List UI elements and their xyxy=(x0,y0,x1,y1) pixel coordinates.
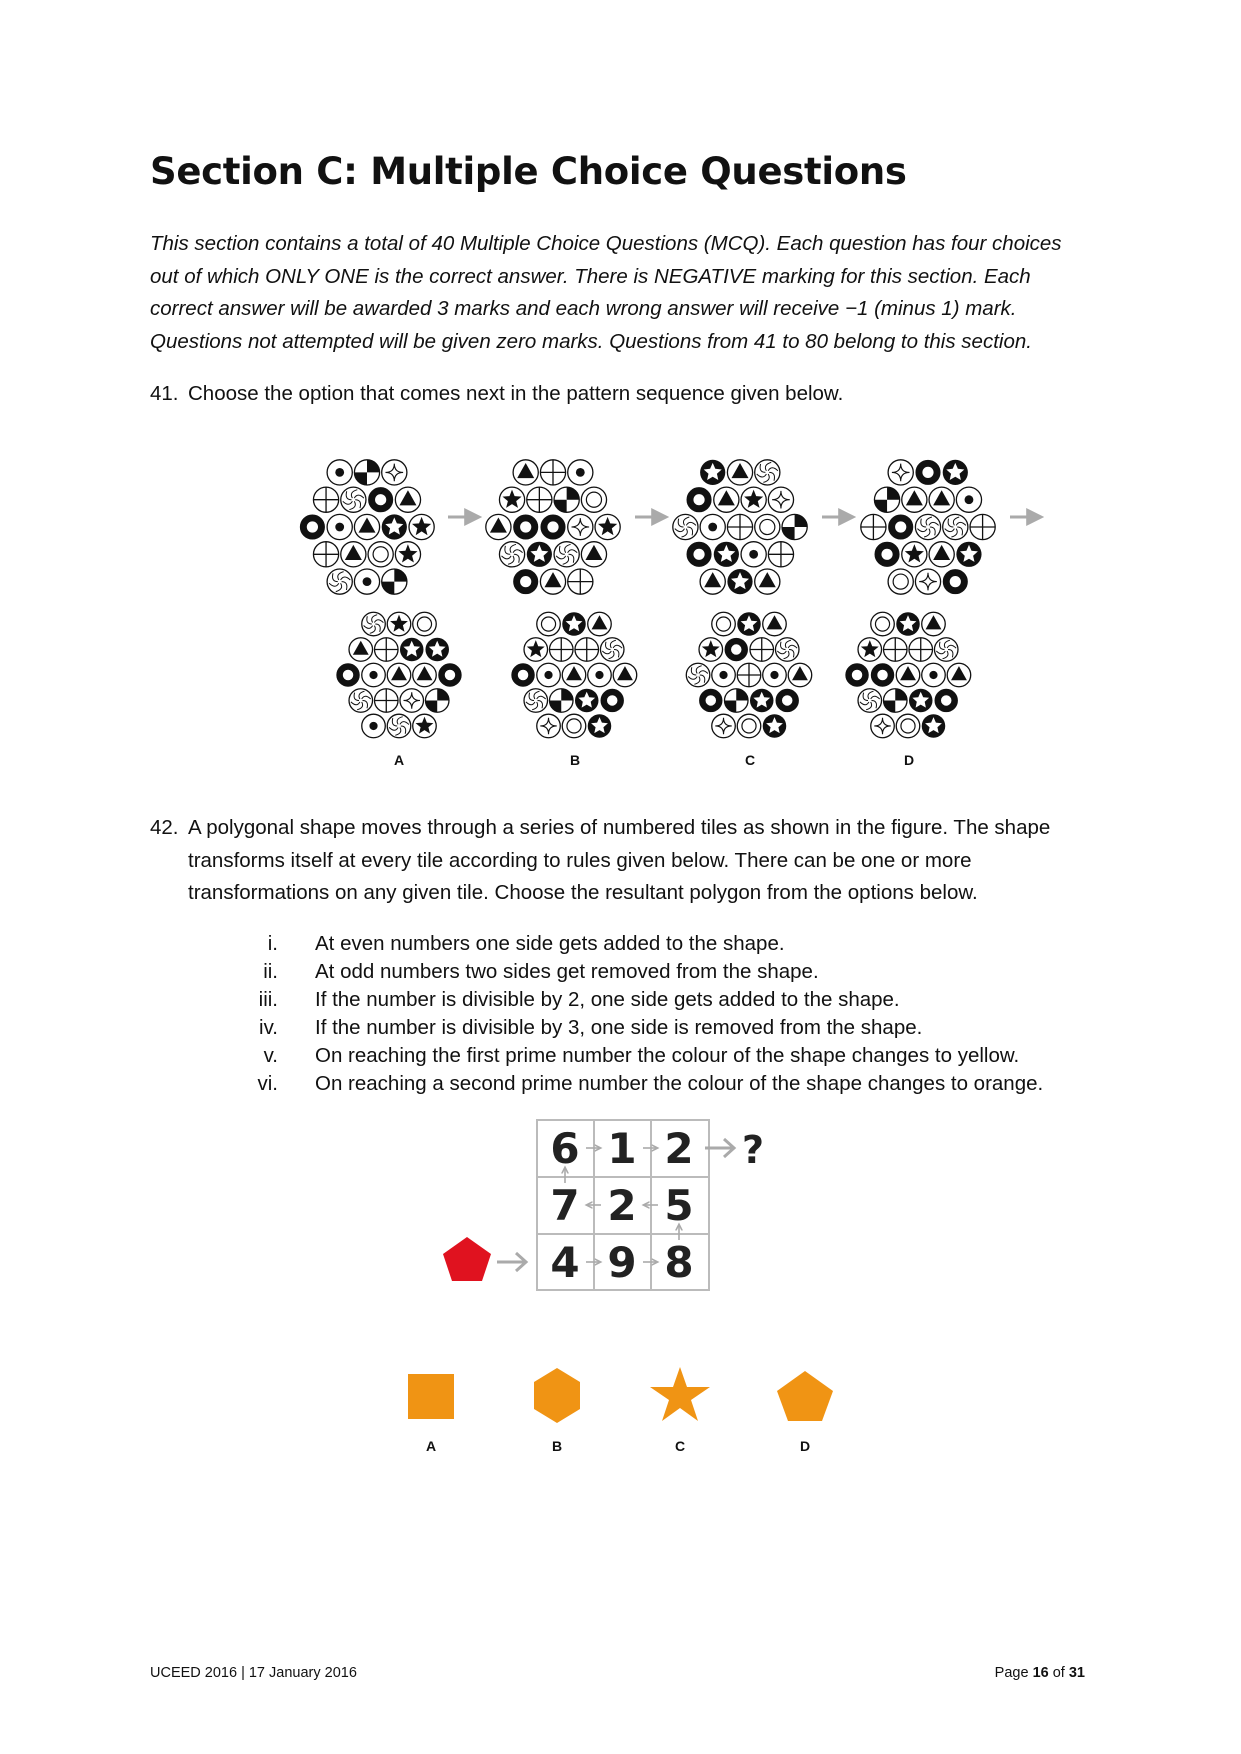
pattern-symbol-dot xyxy=(327,514,352,539)
pattern-symbol-star xyxy=(595,514,620,539)
pattern-symbol-dot xyxy=(712,663,736,687)
pattern-symbol-dot xyxy=(354,569,379,594)
question-number: 41. xyxy=(150,382,179,405)
pattern-symbol-dot xyxy=(588,663,612,687)
pattern-symbol-star xyxy=(858,638,882,662)
pattern-symbol-quarter xyxy=(425,689,449,713)
section-intro: This section contains a total of 40 Multiple Choice Questions (MCQ). Each question has four choices out of which ONLY ONE is the correct answer. There is NEGATIVE marking for this section. Each correct answer will be awarded 3 marks and each wrong answer will receive −1 (minus 1) mark. Questions not attempted will be given zero marks. Questions from 41 to 80 belong to this section. xyxy=(150,232,1062,353)
pattern-symbol-star xyxy=(741,487,766,512)
pattern-symbol-swirl xyxy=(499,542,524,567)
pattern-symbol-star xyxy=(499,487,524,512)
option-c-star xyxy=(650,1367,710,1421)
pattern-symbol-dot xyxy=(362,714,386,738)
tile-number: 7 xyxy=(550,1181,580,1230)
tile-number: 4 xyxy=(550,1238,580,1287)
pattern-symbol-ring xyxy=(690,545,708,563)
pattern-symbol-star-inv xyxy=(896,612,920,636)
pattern-symbol-double xyxy=(581,487,606,512)
pattern-symbol-double xyxy=(413,612,437,636)
pattern-symbol-ring xyxy=(517,573,535,591)
option-a-square xyxy=(408,1374,454,1419)
pattern-symbol-tri xyxy=(929,542,954,567)
symbol-cluster xyxy=(861,460,995,594)
pattern-symbol-star-inv xyxy=(575,689,599,713)
pattern-symbol-ring xyxy=(372,491,390,509)
pattern-symbol-tri xyxy=(896,663,920,687)
pattern-symbol-tri xyxy=(354,514,379,539)
pattern-symbol-tri xyxy=(395,487,420,512)
pattern-symbol-star-inv xyxy=(943,460,968,485)
symbol-cluster xyxy=(686,612,811,737)
option-b-hexagon xyxy=(534,1368,580,1423)
pattern-symbol-star xyxy=(387,612,411,636)
pattern-symbol-tri xyxy=(613,663,637,687)
pattern-symbol-dot xyxy=(362,663,386,687)
pattern-symbol-cross xyxy=(750,638,774,662)
pattern-symbol-cross xyxy=(375,638,399,662)
pattern-symbol-ring xyxy=(517,518,535,536)
pattern-symbol-ring xyxy=(779,692,796,709)
sequence-row xyxy=(303,460,1037,594)
tile-number: 5 xyxy=(664,1181,694,1230)
option-label-c: C xyxy=(744,752,756,768)
pattern-symbol-star-inv xyxy=(425,638,449,662)
pattern-symbol-tri xyxy=(763,612,787,636)
pattern-sequence-figure xyxy=(0,430,1241,790)
pattern-symbol-cross xyxy=(970,514,995,539)
pattern-symbol-swirl xyxy=(915,514,940,539)
polygon-options xyxy=(380,1340,860,1460)
pattern-symbol-ring xyxy=(515,667,532,684)
footer-left: UCEED 2016 | 17 January 2016 xyxy=(150,1665,357,1681)
q42-option-label-b: B xyxy=(551,1438,563,1454)
pattern-symbol-cross xyxy=(527,487,552,512)
pattern-symbol-swirl xyxy=(686,663,710,687)
pattern-symbol-cross xyxy=(313,487,338,512)
pattern-symbol-tri xyxy=(929,487,954,512)
pattern-symbol-cross xyxy=(375,689,399,713)
pattern-symbol-cross xyxy=(884,638,908,662)
pattern-symbol-ring xyxy=(874,667,891,684)
q42-option-label-c: C xyxy=(674,1438,686,1454)
section-title: Section C: Multiple Choice Questions xyxy=(150,150,907,193)
pattern-symbol-star xyxy=(524,638,548,662)
pattern-symbol-ring xyxy=(728,641,745,658)
pattern-symbol-diamond xyxy=(915,569,940,594)
symbol-cluster xyxy=(303,460,434,594)
option-d-pentagon xyxy=(777,1371,833,1421)
pattern-symbol-star-inv xyxy=(922,714,946,738)
symbol-cluster xyxy=(849,612,971,737)
pattern-symbol-diamond xyxy=(888,460,913,485)
pattern-symbol-swirl xyxy=(943,514,968,539)
question-text: Choose the option that comes next in the pattern sequence given below. xyxy=(188,382,844,405)
pattern-symbol-star xyxy=(699,638,723,662)
pattern-symbol-tri xyxy=(581,542,606,567)
tile-number: 2 xyxy=(607,1181,637,1230)
footer-page-number: Page 16 of 31 xyxy=(994,1665,1085,1681)
question-mark: ? xyxy=(741,1128,765,1172)
pattern-symbol-swirl xyxy=(858,689,882,713)
pattern-symbol-dot xyxy=(537,663,561,687)
pattern-symbol-swirl xyxy=(327,569,352,594)
pattern-symbol-ring xyxy=(544,518,562,536)
pattern-symbol-cross xyxy=(313,542,338,567)
pattern-symbol-double xyxy=(755,514,780,539)
options-row xyxy=(340,612,971,737)
pattern-symbol-star-inv xyxy=(588,714,612,738)
pattern-symbol-tri xyxy=(349,638,373,662)
pattern-symbol-star xyxy=(409,514,434,539)
pattern-symbol-swirl xyxy=(524,689,548,713)
pattern-symbol-star xyxy=(902,542,927,567)
pattern-symbol-diamond xyxy=(382,460,407,485)
pattern-symbol-cross xyxy=(727,514,752,539)
pattern-symbol-tri xyxy=(714,487,739,512)
pattern-symbol-quarter xyxy=(354,460,379,485)
pattern-symbol-diamond xyxy=(871,714,895,738)
tile-grid-figure xyxy=(430,1110,790,1310)
pattern-symbol-tri xyxy=(562,663,586,687)
pattern-symbol-ring xyxy=(702,692,719,709)
pattern-symbol-quarter xyxy=(382,569,407,594)
pattern-symbol-swirl xyxy=(554,542,579,567)
start-pentagon xyxy=(443,1237,491,1281)
pattern-symbol-star-inv xyxy=(727,569,752,594)
option-label-d: D xyxy=(903,752,915,768)
pattern-symbol-cross xyxy=(737,663,761,687)
pattern-symbol-swirl xyxy=(600,638,624,662)
pattern-symbol-ring xyxy=(946,573,964,591)
option-label-a: A xyxy=(393,752,405,768)
pattern-symbol-cross xyxy=(768,542,793,567)
pattern-symbol-tri xyxy=(788,663,812,687)
pattern-symbol-ring xyxy=(878,545,896,563)
pattern-symbol-double xyxy=(537,612,561,636)
pattern-symbol-dot xyxy=(922,663,946,687)
pattern-symbol-double xyxy=(888,569,913,594)
q42-option-label-d: D xyxy=(799,1438,811,1454)
pattern-symbol-tri xyxy=(413,663,437,687)
pattern-symbol-tri xyxy=(513,460,538,485)
tile-number: 9 xyxy=(607,1238,637,1287)
pattern-symbol-dot xyxy=(700,514,725,539)
pattern-symbol-diamond xyxy=(537,714,561,738)
pattern-symbol-swirl xyxy=(362,612,386,636)
pattern-symbol-ring xyxy=(690,491,708,509)
pattern-symbol-ring xyxy=(441,667,458,684)
pattern-symbol-quarter xyxy=(874,487,899,512)
pattern-symbol-quarter xyxy=(554,487,579,512)
pattern-symbol-star-inv xyxy=(714,542,739,567)
option-label-b: B xyxy=(569,752,581,768)
pattern-symbol-cross xyxy=(575,638,599,662)
pattern-symbol-swirl xyxy=(755,460,780,485)
pattern-symbol-double xyxy=(871,612,895,636)
pattern-symbol-tri xyxy=(947,663,971,687)
pattern-symbol-star-inv xyxy=(737,612,761,636)
pattern-symbol-star xyxy=(395,542,420,567)
pattern-symbol-ring xyxy=(303,518,321,536)
pattern-symbol-dot xyxy=(763,663,787,687)
pattern-symbol-swirl xyxy=(934,638,958,662)
pattern-symbol-ring xyxy=(340,667,357,684)
tile-number: 2 xyxy=(664,1124,694,1173)
pattern-symbol-star xyxy=(413,714,437,738)
pattern-symbol-swirl xyxy=(775,638,799,662)
question-text: A polygonal shape moves through a series of numbered tiles as shown in the figure. The shape transforms itself at every tile according to rules given below. There can be one or more transformations on any given tile. Choose the resultant polygon from the options below. xyxy=(188,816,1051,904)
pattern-symbol-tri xyxy=(902,487,927,512)
pattern-symbol-star-inv xyxy=(527,542,552,567)
pattern-symbol-star-inv xyxy=(562,612,586,636)
pattern-symbol-double xyxy=(712,612,736,636)
pattern-symbol-dot xyxy=(741,542,766,567)
pattern-symbol-quarter xyxy=(782,514,807,539)
pattern-symbol-dot xyxy=(327,460,352,485)
pattern-symbol-cross xyxy=(909,638,933,662)
pattern-symbol-cross xyxy=(540,460,565,485)
pattern-symbol-dot xyxy=(568,460,593,485)
pattern-symbol-swirl xyxy=(341,487,366,512)
pattern-symbol-tri xyxy=(486,514,511,539)
pattern-symbol-double xyxy=(896,714,920,738)
pattern-symbol-tri xyxy=(588,612,612,636)
pattern-symbol-diamond xyxy=(568,514,593,539)
pattern-symbol-double xyxy=(368,542,393,567)
pattern-symbol-tri xyxy=(727,460,752,485)
pattern-symbol-ring xyxy=(938,692,955,709)
pattern-symbol-cross xyxy=(568,569,593,594)
pattern-symbol-double xyxy=(562,714,586,738)
pattern-symbol-tri xyxy=(540,569,565,594)
pattern-symbol-tri xyxy=(700,569,725,594)
pattern-symbol-cross xyxy=(550,638,574,662)
question-41 xyxy=(150,378,1100,412)
pattern-symbol-cross xyxy=(861,514,886,539)
question-number: 42. xyxy=(150,816,179,839)
pattern-symbol-star-inv xyxy=(700,460,725,485)
pattern-symbol-ring xyxy=(919,463,937,481)
symbol-cluster xyxy=(673,460,807,594)
pattern-symbol-diamond xyxy=(712,714,736,738)
tile-number: 8 xyxy=(664,1238,694,1287)
pattern-symbol-star-inv xyxy=(909,689,933,713)
pattern-symbol-swirl xyxy=(673,514,698,539)
pattern-symbol-quarter xyxy=(550,689,574,713)
q42-option-label-a: A xyxy=(425,1438,437,1454)
pattern-symbol-ring xyxy=(604,692,621,709)
symbol-cluster xyxy=(486,460,620,594)
pattern-symbol-ring xyxy=(892,518,910,536)
pattern-symbol-tri xyxy=(341,542,366,567)
question-42 xyxy=(150,812,1100,912)
pattern-symbol-star-inv xyxy=(763,714,787,738)
pattern-symbol-tri xyxy=(922,612,946,636)
pattern-symbol-swirl xyxy=(387,714,411,738)
pattern-symbol-dot xyxy=(956,487,981,512)
pattern-symbol-star-inv xyxy=(382,514,407,539)
pattern-symbol-tri xyxy=(387,663,411,687)
pattern-symbol-diamond xyxy=(768,487,793,512)
tile-number: 1 xyxy=(607,1124,637,1173)
pattern-symbol-star-inv xyxy=(400,638,424,662)
symbol-cluster xyxy=(515,612,637,737)
pattern-symbol-tri xyxy=(755,569,780,594)
pattern-symbol-quarter xyxy=(884,689,908,713)
pattern-symbol-star-inv xyxy=(750,689,774,713)
tile-number: 6 xyxy=(550,1124,580,1173)
pattern-symbol-ring xyxy=(849,667,866,684)
pattern-symbol-swirl xyxy=(349,689,373,713)
pattern-symbol-double xyxy=(737,714,761,738)
pattern-symbol-quarter xyxy=(725,689,749,713)
pattern-symbol-star-inv xyxy=(956,542,981,567)
symbol-cluster xyxy=(340,612,459,737)
pattern-symbol-diamond xyxy=(400,689,424,713)
